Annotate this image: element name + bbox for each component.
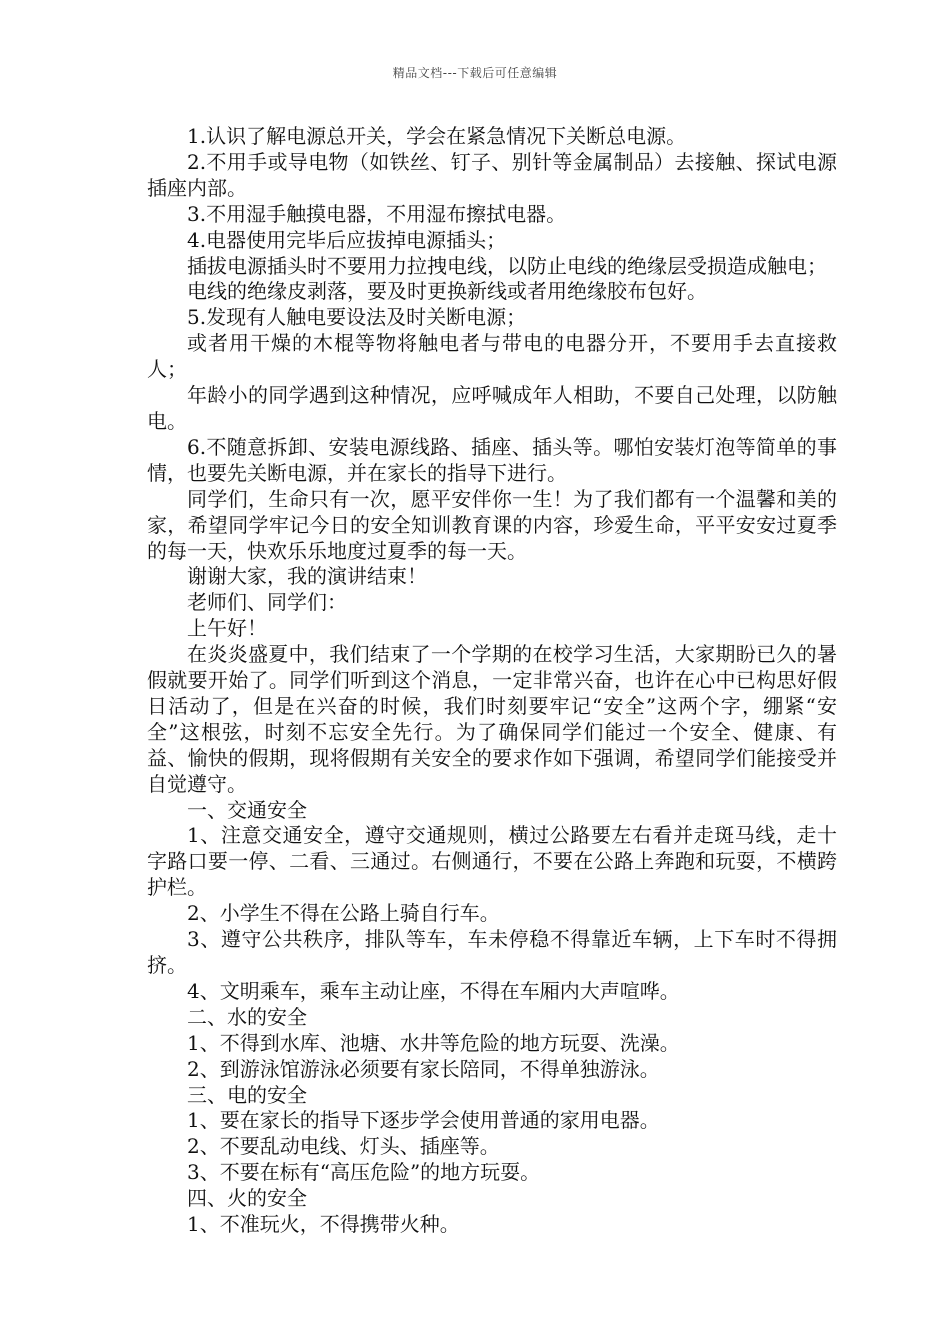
paragraph: 插拔电源插头时不要用力拉拽电线，以防止电线的绝缘层受损造成触电； (187, 253, 827, 278)
paragraph: 3、不要在标有“高压危险”的地方玩耍。 (187, 1160, 541, 1185)
paragraph: 1、要在家长的指导下逐步学会使用普通的家用电器。 (187, 1108, 660, 1133)
section-heading: 一、交通安全 (187, 797, 307, 822)
page-header: 精品文档---下载后可任意编辑 (392, 66, 558, 80)
document-body (147, 124, 837, 1238)
paragraph: 同学们，生命只有一次，愿平安伴你一生！为了我们都有一个温馨和美的家，希望同学牢记今日的安全知训教育课的内容，珍爱生命，平平安安过夏季的每一天，快欢乐乐地度过夏季的每一天。 (147, 486, 837, 563)
paragraph: 2、不要乱动电线、灯头、插座等。 (187, 1134, 500, 1159)
paragraph: 或者用干燥的木棍等物将触电者与带电的电器分开，不要用手去直接救人； (147, 331, 837, 382)
paragraph: 1、不准玩火，不得携带火种。 (187, 1212, 460, 1237)
paragraph: 电线的绝缘皮剥落，要及时更换新线或者用绝缘胶布包好。 (187, 279, 707, 304)
section-heading: 四、火的安全 (187, 1186, 307, 1211)
paragraph: 1、注意交通安全，遵守交通规则，横过公路要左右看并走斑马线，走十字路口要一停、二看、三通过。右侧通行，不要在公路上奔跑和玩耍，不横跨护栏。 (147, 823, 837, 900)
paragraph: 1.认识了解电源总开关，学会在紧急情况下关断总电源。 (187, 124, 687, 148)
paragraph: 2、小学生不得在公路上骑自行车。 (187, 901, 500, 926)
paragraph: 老师们、同学们： (187, 590, 347, 615)
paragraph: 5.发现有人触电要设法及时关断电源； (187, 305, 527, 330)
paragraph: 2.不用手或导电物（如铁丝、钉子、别针等金属制品）去接触、探试电源插座内部。 (147, 149, 837, 200)
paragraph: 1、不得到水库、池塘、水井等危险的地方玩耍、洗澡。 (187, 1030, 680, 1055)
paragraph: 2、到游泳馆游泳必须要有家长陪同，不得单独游泳。 (187, 1056, 660, 1081)
paragraph: 谢谢大家，我的演讲结束！ (187, 564, 427, 589)
paragraph: 在炎炎盛夏中，我们结束了一个学期的在校学习生活，大家期盼已久的暑假就要开始了。同学们听到这个消息，一定非常兴奋，也许在心中已构思好假日活动了，但是在兴奋的时候，我们时刻要牢记“安全”这两个字，绷紧“安全”这根弦，时刻不忘安全先行。为了确保同学们能过一个安全、健康、有益、愉快的假期，现将假期有关安全的要求作如下强调，希望同学们能接受并自觉遵守。 (147, 642, 837, 796)
paragraph: 6.不随意拆卸、安装电源线路、插座、插头等。哪怕安装灯泡等简单的事情，也要先关断电源，并在家长的指导下进行。 (147, 434, 837, 485)
paragraph: 年龄小的同学遇到这种情况，应呼喊成年人相助，不要自己处理，以防触电。 (147, 383, 837, 433)
paragraph: 3.不用湿手触摸电器，不用湿布擦拭电器。 (187, 201, 567, 226)
paragraph: 4.电器使用完毕后应拔掉电源插头； (187, 227, 507, 252)
paragraph: 上午好！ (187, 616, 267, 641)
paragraph: 4、文明乘车，乘车主动让座，不得在车厢内大声喧哗。 (187, 978, 680, 1003)
section-heading: 二、水的安全 (187, 1004, 307, 1029)
section-heading: 三、电的安全 (187, 1082, 307, 1107)
paragraph: 3、遵守公共秩序，排队等车，车未停稳不得靠近车辆，上下车时不得拥挤。 (147, 927, 837, 977)
